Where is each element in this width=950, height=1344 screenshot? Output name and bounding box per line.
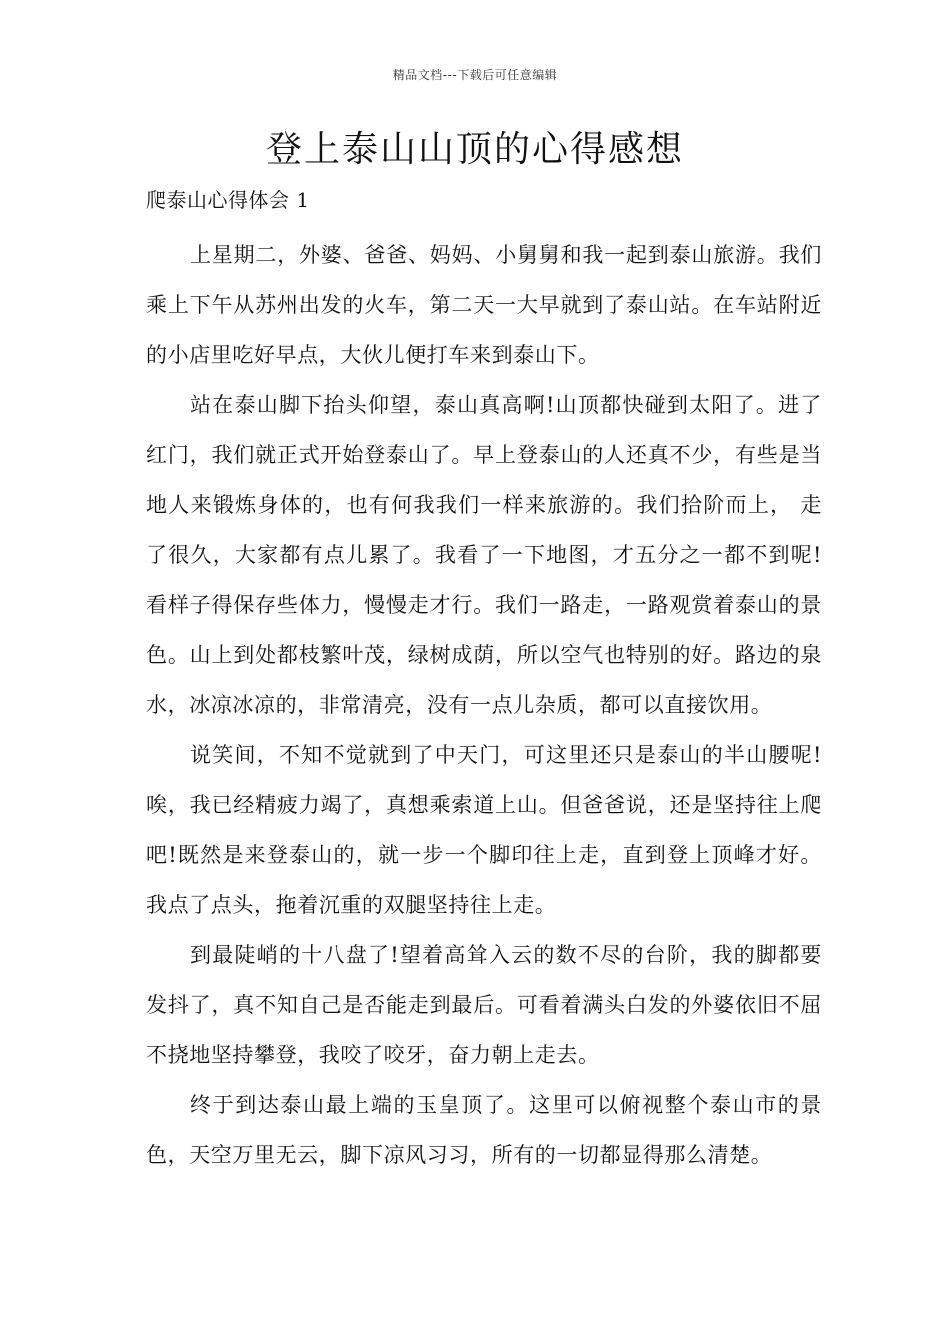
document-body [146,183,822,1180]
document-title: 登上泰山山顶的心得感想 [265,129,684,170]
section-subtitle: 爬泰山心得体会 1 [146,188,310,212]
paragraph-3: 说笑间，不知不觉就到了中天门，可这里还只是泰山的半山腰呢!唉，我已经精疲力竭了，真想乘索道上山。但爸爸说，还是坚持往上爬吧!既然是来登泰山的，就一步一个脚印往上走，直到登上顶峰才好。我点了点头，拖着沉重的双腿坚持往上走。 [146,743,822,917]
paragraph-2: 站在泰山脚下抬头仰望，泰山真高啊!山顶都快碰到太阳了。进了红门，我们就正式开始登泰山了。早上登泰山的人还真不少，有些是当地人来锻炼身体的，也有何我我们一样来旅游的。我们拾阶而上， 走了很久，大家都有点儿累了。我看了一下地图，才五分之一都不到呢!看样子得保存些体力，慢慢走才行。我们一路走，一路观赏着泰山的景色。山上到处都枝繁叶茂，绿树成荫，所以空气也特别的好。路边的泉水，冰凉冰凉的，非常清亮，没有一点儿杂质，都可以直接饮用。 [146,393,822,717]
paragraph-5: 终于到达泰山最上端的玉皇顶了。这里可以俯视整个泰山市的景色，天空万里无云，脚下凉风习习，所有的一切都显得那么清楚。 [146,1093,822,1167]
header-note: 精品文档---下载后可任意编辑 [392,68,558,82]
paragraph-1: 上星期二，外婆、爸爸、妈妈、小舅舅和我一起到泰山旅游。我们乘上下午从苏州出发的火车，第二天一大早就到了泰山站。在车站附近的小店里吃好早点，大伙儿便打车来到泰山下。 [146,243,822,367]
paragraph-4: 到最陡峭的十八盘了!望着高耸入云的数不尽的台阶，我的脚都要发抖了，真不知自己是否能走到最后。可看着满头白发的外婆依旧不屈不挠地坚持攀登，我咬了咬牙，奋力朝上走去。 [146,943,822,1067]
